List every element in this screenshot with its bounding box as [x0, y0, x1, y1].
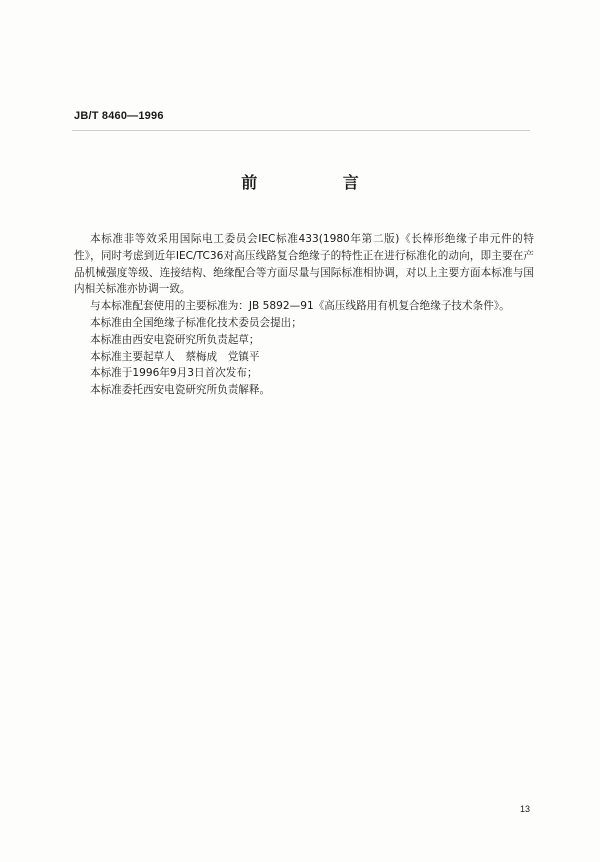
- paragraph-related-standard: 与本标准配套使用的主要标准为：JB 5892—91《高压线路用有机复合绝缘子技术条件》。: [90, 300, 510, 313]
- paragraph-drafters: 本标准主要起草人 蔡梅成 党镇平: [90, 350, 260, 363]
- paragraph-proposer: 本标准由全国绝缘子标准化技术委员会提出；: [90, 316, 302, 329]
- paragraph-drafter-org: 本标准由西安电瓷研究所负责起草；: [90, 333, 260, 346]
- standard-code: JB/T 8460—1996: [74, 110, 164, 122]
- paragraph-interpretation: 本标准委托西安电瓷研究所负责解释。: [90, 384, 271, 397]
- foreword-body: [74, 231, 534, 399]
- paragraph-adoption: 本标准非等效采用国际电工委员会IEC标准433(1980年第二版)《长棒形绝缘子串元件的特性》，同时考虑到近年IEC/TC36对高压线路复合绝缘子的特性正在进行标准化的动向，即主要在产品机械强度等级、连接结构、绝缘配合等方面尽量与国际标准相协调，对以上主要方面本标准与国内相关标准亦协调一致。: [74, 233, 534, 296]
- page-title: 前 言: [241, 173, 399, 192]
- paragraph-release-date: 本标准于1996年9月3日首次发布；: [90, 367, 258, 380]
- header-divider: [72, 130, 530, 131]
- page-number: 13: [520, 804, 531, 814]
